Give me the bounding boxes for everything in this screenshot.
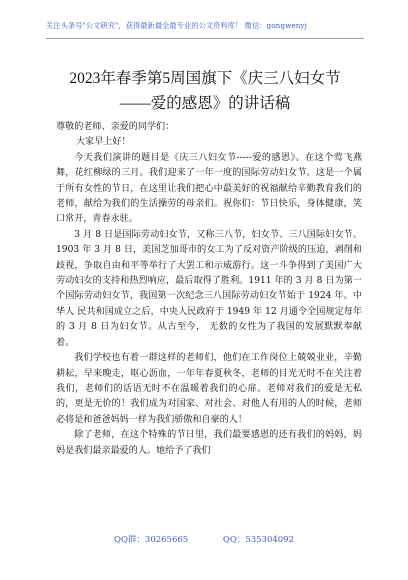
document-title-line-2: ——爱的感恩》的讲话稿: [119, 95, 291, 112]
salutation: 尊敬的老师、亲爱的同学们：: [56, 122, 175, 132]
footer-qq: QQ：535304092: [222, 535, 294, 545]
document-title-line-1: 2023年春季第5周国旗下《庆三八妇女节: [69, 70, 341, 87]
greeting: 大家早上好！: [76, 137, 131, 148]
header-divider: [46, 38, 364, 39]
speech-body: [56, 120, 362, 459]
paragraph: 除了老师，在这个特殊的节日里，我们最要感恩的还有我们的妈妈，妈妈是我们最亲最爱的人。她给予了我们: [56, 430, 362, 456]
footer-contact: [0, 533, 408, 545]
paragraph: 今天我们演讲的题目是《庆三八妇女节-----爱的感恩》。在这个莺飞燕舞，花红柳绿的三月。我们迎来了一年一度的国际劳动妇女节。这是一个属于所有女性的节日，在这里让我们把心中最美好的祝福献给辛勤教育我们的老师，献给为我们的生活操劳的母亲们。祝你们：节日快乐，身体健康，笑口常开，青春永驻。: [56, 152, 362, 225]
footer-qq-group: QQ群：30265665: [113, 535, 189, 545]
paragraph: 3 月 8 日是国际劳动妇女节，又称三八节，妇女节、三八国际妇女节。1903 年 3 月 8 日，美国芝加哥市的女工为了反对资产阶级的压迫，剥削和歧视，争取自由和平等举行了大罢工和示威游行。这一斗争得到了美国广大劳动妇女的支持和热烈响应，最后取得了胜利。1911 年的 3 月 8 日为第一个国际劳动妇女节，我国第一次纪念三八国际劳动妇女节始于 1924 年。中华人 民共和国成立之后，中央人民政府于 1949 年 12 月通令全国规定每年的 3 月 8 日为妇女节。从古至今， 无数的女性为了我国的发展默默奉献着。: [56, 229, 362, 348]
paragraph: 我们学校也有着一群这样的老师们，他们在工作岗位上兢兢业业，辛勤耕耘，早来晚走，呕心沥血，一年年春夏秋冬，老师的目光无时不在关注着我们，老师们的话语无时不在温暖着我们的心扉。老师对我们的爱是无私的，更是无价的！我们成为对国家、对社会、对他人有用的人的时候，老师必将是和爸爸妈妈一样为我们骄傲和自豪的人！: [56, 353, 362, 425]
header-promo-note: 关注头条号"公文研究"，获得最新最全最专业的公文资料库！ 微信：gongwenyj: [46, 21, 307, 30]
